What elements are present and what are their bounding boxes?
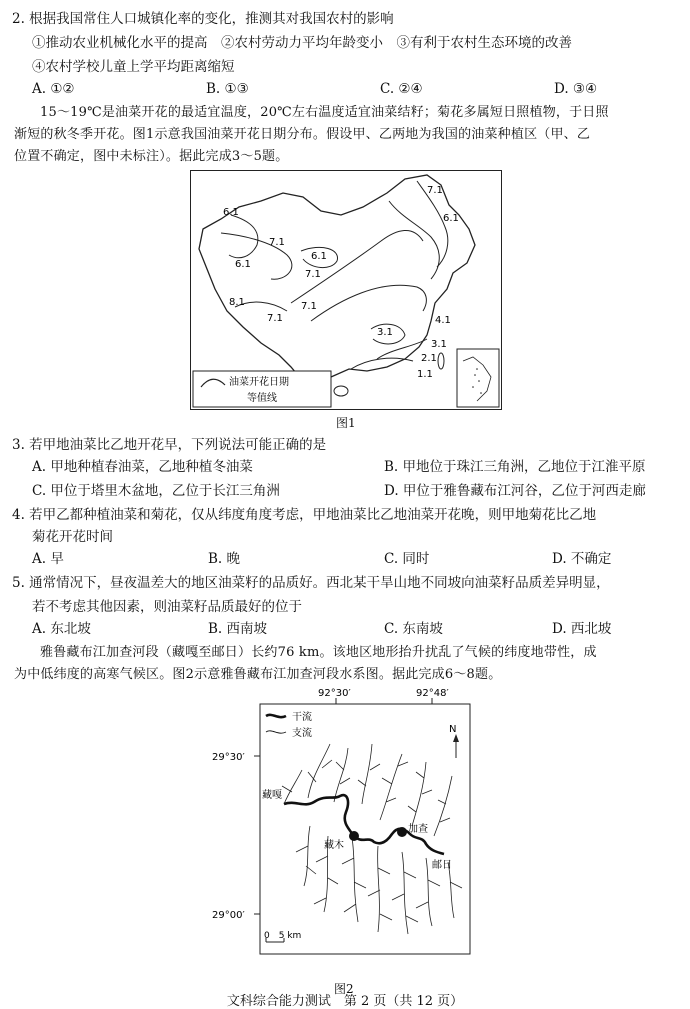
isoline xyxy=(311,285,426,321)
legend-main-text: 干流 xyxy=(292,712,312,723)
q5-stem-line2: 若不考虑其他因素，则油菜籽品质最好的位于 xyxy=(32,599,302,615)
q2-options xyxy=(32,80,672,98)
lat-label: 29°30′ xyxy=(212,752,245,763)
isoline-label: 7.1 xyxy=(267,313,283,324)
q4-stem-line1: 4. 若甲乙都种植油菜和菊花，仅从纬度角度考虑，甲地油菜比乙地油菜开花晚，则甲地菊花比乙地 xyxy=(12,507,597,523)
isoline xyxy=(291,230,423,303)
figure2-frame xyxy=(260,704,470,954)
scale-label: 0 5 km xyxy=(264,931,302,941)
place-label: 邮日 xyxy=(432,860,452,871)
place-label: 藏嘎 xyxy=(262,790,282,801)
isoline xyxy=(377,339,427,359)
legend-text-line1: 油菜开花日期 xyxy=(229,377,289,388)
figure2-map xyxy=(212,686,490,976)
q3-option-d[interactable]: D. 甲位于雅鲁藏布江河谷，乙位于河西走廊 xyxy=(384,483,646,499)
q4-option-a[interactable]: A. 早 xyxy=(32,551,64,567)
south-china-sea-inset xyxy=(457,349,499,407)
q3-option-b[interactable]: B. 甲地位于珠江三角洲，乙地位于江淮平原 xyxy=(384,459,646,475)
q3-option-a[interactable]: A. 甲地种植春油菜，乙地种植冬油菜 xyxy=(32,459,253,475)
isoline-label: 7.1 xyxy=(269,237,285,248)
figure1-map xyxy=(190,170,502,410)
q5-option-b[interactable]: B. 西南坡 xyxy=(208,621,268,637)
q3-stem: 3. 若甲地油菜比乙地开花早，下列说法可能正确的是 xyxy=(12,437,327,453)
jiacha-point xyxy=(397,827,407,837)
q5-stem-line1: 5. 通常情况下，昼夜温差大的地区油菜籽的品质好。西北某干旱山地不同坡向油菜籽品质差异明显， xyxy=(12,575,610,591)
q2-option-d[interactable]: D. ③④ xyxy=(554,81,598,97)
isoline-label: 1.1 xyxy=(417,369,433,380)
intro2-line1: 雅鲁藏布江加查河段（藏嘎至邮日）长约76 km。该地区地形抬升扰乱了气候的纬度地带性，成 xyxy=(40,645,597,660)
hainan-island xyxy=(334,386,348,396)
isoline-label: 7.1 xyxy=(301,301,317,312)
isoline-label: 3.1 xyxy=(377,327,393,338)
lat-label: 29°00′ xyxy=(212,910,245,921)
china-map-svg xyxy=(191,171,501,409)
north-label: N xyxy=(449,724,457,735)
q4-option-b[interactable]: B. 晚 xyxy=(208,551,241,567)
intro1-line3: 位置不确定，图中未标注）。据此完成3～5题。 xyxy=(14,149,289,164)
q5-option-d[interactable]: D. 西北坡 xyxy=(552,621,612,637)
isoline-label: 6.1 xyxy=(223,207,239,218)
lon-label: 92°30′ xyxy=(318,688,351,699)
river-map-svg xyxy=(212,686,490,976)
intro1-line2: 渐短的秋冬季开花。图1示意我国油菜开花日期分布。假设甲、乙两地为我国的油菜种植区（甲、乙 xyxy=(14,127,591,142)
lon-label: 92°48′ xyxy=(416,688,449,699)
isoline-label: 3.1 xyxy=(431,339,447,350)
q2-option-c[interactable]: C. ②④ xyxy=(380,81,423,97)
isoline-label: 6.1 xyxy=(443,213,459,224)
intro1-line1: 15～19℃是油菜开花的最适宜温度，20℃左右温度适宜油菜结籽；菊花多属短日照植物，于日照 xyxy=(40,105,609,120)
q3-option-c[interactable]: C. 甲位于塔里木盆地，乙位于长江三角洲 xyxy=(32,483,280,499)
q2-items-line1: ①推动农业机械化水平的提高 ②农村劳动力平均年龄变小 ③有利于农村生态环境的改善 xyxy=(32,35,572,51)
zangmu-point xyxy=(349,831,359,841)
isoline-label: 2.1 xyxy=(421,353,437,364)
q4-options xyxy=(32,550,672,568)
figure2-caption: 图2 xyxy=(334,982,354,996)
q2-stem: 2. 根据我国常住人口城镇化率的变化，推测其对我国农村的影响 xyxy=(12,11,394,27)
q2-option-a[interactable]: A. ①② xyxy=(32,81,75,97)
legend-trib-text: 支流 xyxy=(292,728,312,739)
isoline-label: 7.1 xyxy=(305,269,321,280)
q2-items-line2: ④农村学校儿童上学平均距离缩短 xyxy=(32,59,235,75)
intro2-line2: 为中低纬度的高寒气候区。图2示意雅鲁藏布江加查河段水系图。据此完成6～8题。 xyxy=(14,667,502,682)
page-footer: 文科综合能力测试 第 2 页（共 12 页） xyxy=(226,994,464,1009)
q5-option-a[interactable]: A. 东北坡 xyxy=(32,621,91,637)
place-label: 藏木 xyxy=(324,840,344,851)
taiwan-island xyxy=(438,353,444,369)
isoline-label: 6.1 xyxy=(235,259,251,270)
q5-options xyxy=(32,620,672,638)
q4-option-d[interactable]: D. 不确定 xyxy=(552,551,612,567)
place-label: 加查 xyxy=(408,824,428,835)
isoline-label: 4.1 xyxy=(435,315,451,326)
figure1-caption: 图1 xyxy=(336,416,356,430)
legend-text-line2: 等值线 xyxy=(247,393,277,404)
isoline-label: 7.1 xyxy=(427,185,443,196)
q4-stem-line2: 菊花开花时间 xyxy=(32,529,113,545)
q2-option-b[interactable]: B. ①③ xyxy=(206,81,249,97)
q4-option-c[interactable]: C. 同时 xyxy=(384,551,430,567)
q5-option-c[interactable]: C. 东南坡 xyxy=(384,621,443,637)
isoline-label: 6.1 xyxy=(311,251,327,262)
isoline-label: 8.1 xyxy=(229,297,245,308)
isoline xyxy=(389,201,439,279)
